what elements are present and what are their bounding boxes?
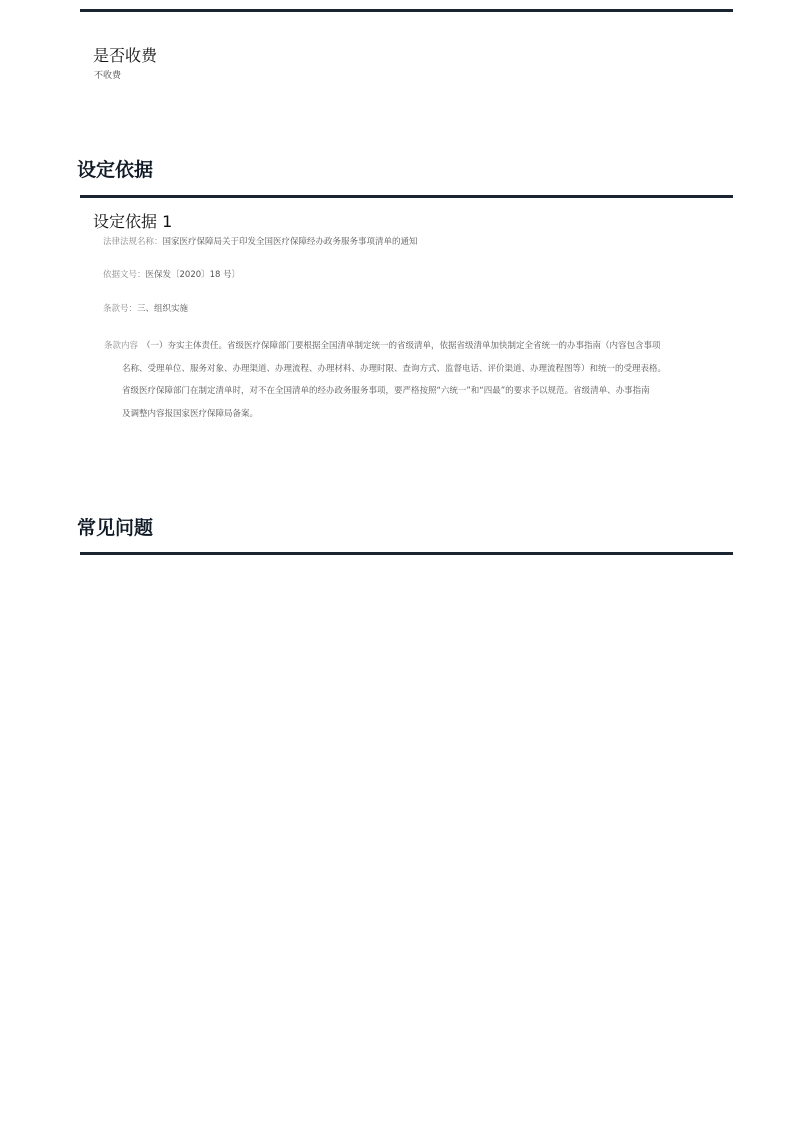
law-name-label: 法律法规名称： <box>103 237 163 247</box>
basis-section-title: 设定依据 <box>77 159 154 181</box>
doc-number-line <box>103 268 240 280</box>
law-name-line <box>103 235 418 247</box>
clause-content-line: 名称、受理单位、服务对象、办理渠道、办理流程、办理材料、办理时限、查询方式、监督电话、评价渠道、办理流程图等）和统一的受理表格。 <box>122 363 667 374</box>
fee-value: 不收费 <box>94 71 122 81</box>
clause-content-line <box>104 335 694 358</box>
clause-number-line <box>103 302 188 314</box>
faq-section-divider <box>80 552 733 555</box>
clause-content-text: （一）夯实主体责任。省级医疗保障部门要根据全国清单制定统一的省级清单，依据省级清单加快制定全省统一的办事指南（内容包含事项 <box>142 341 661 351</box>
law-name-value: 国家医疗保障局关于印发全国医疗保障经办政务服务事项清单的通知 <box>162 237 418 247</box>
top-divider <box>80 9 733 12</box>
doc-number-value: 医保发〔2020〕18 号〕 <box>145 270 241 280</box>
clause-content-line: 及调整内容报国家医疗保障局备案。 <box>122 408 259 419</box>
clause-content <box>104 335 694 425</box>
basis-section-divider <box>80 195 733 198</box>
clause-number-value: 三、组织实施 <box>137 304 189 314</box>
basis-item-title: 设定依据 1 <box>93 212 173 231</box>
faq-section-title: 常见问题 <box>77 517 154 539</box>
fee-title: 是否收费 <box>93 46 158 65</box>
clause-number-label: 条款号： <box>103 304 138 314</box>
doc-number-label: 依据文号： <box>103 270 146 280</box>
clause-content-line: 省级医疗保障部门在制定清单时，对不在全国清单的经办政务服务事项，要严格按照“六统一”和“四最”的要求予以规范。省级清单、办事指南 <box>122 386 650 396</box>
clause-content-label: 条款内容 <box>104 341 139 351</box>
